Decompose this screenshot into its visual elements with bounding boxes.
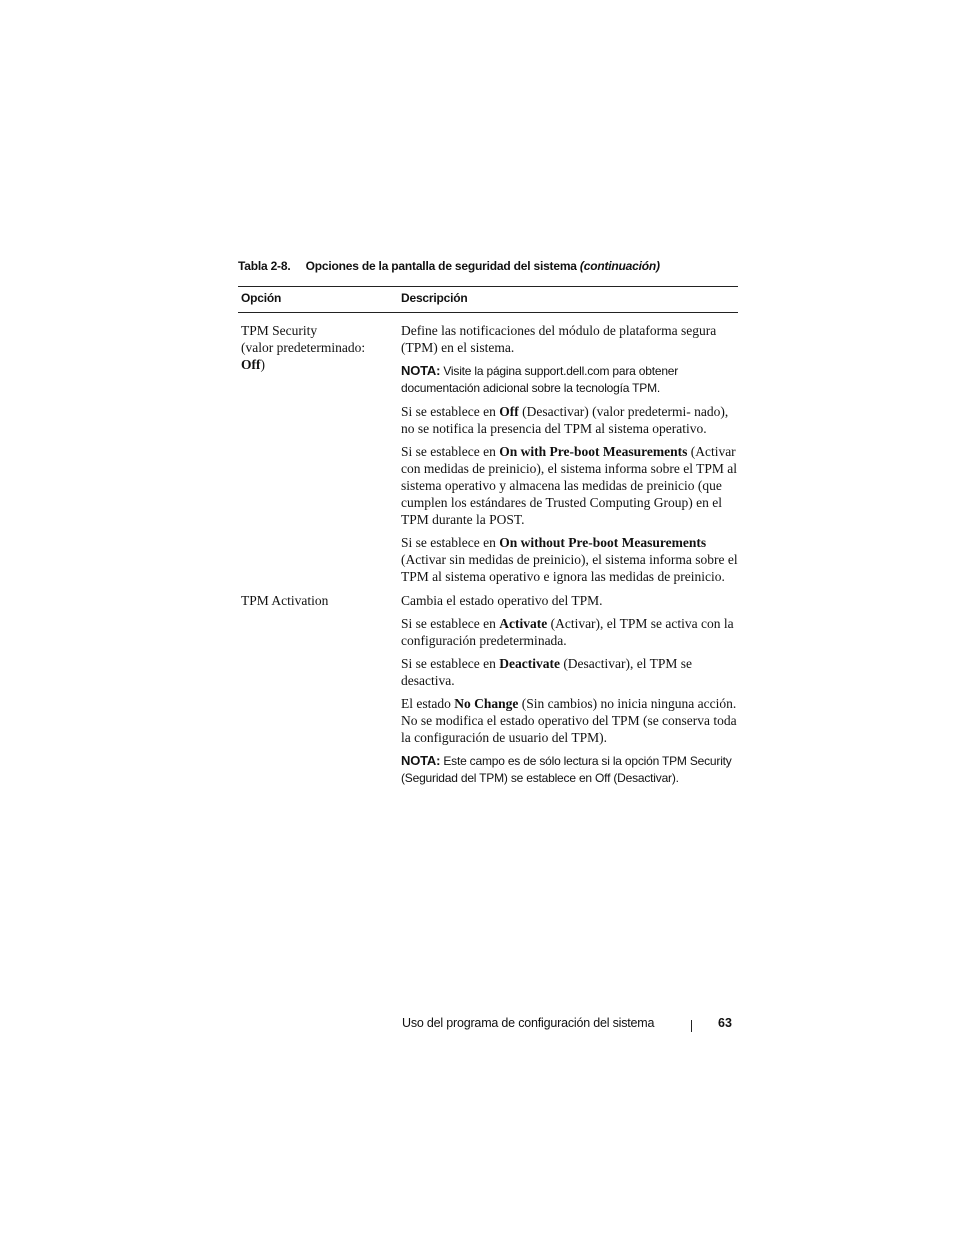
option-default-bold: Off [241, 357, 261, 372]
text: (Activar sin medidas de preinicio), el sistema informa sobre el TPM al sistema operativo e ignora las medidas de preinicio. [401, 552, 738, 584]
option-cell [238, 322, 398, 591]
page-number: 63 [718, 1016, 732, 1030]
description-paragraph [401, 695, 738, 746]
note-text: Visite la página [440, 364, 525, 378]
text: Si se establece en [401, 656, 500, 671]
text: El estado [401, 696, 455, 711]
text: (Activar), el TPM se activa con la configuración predeterminada. [401, 616, 734, 648]
text: Si se establece en [401, 535, 500, 550]
table-label: Tabla 2-8. [238, 259, 291, 273]
page-footer [400, 1016, 740, 1036]
option-default: (valor predeterminado: [241, 340, 366, 355]
description-paragraph [401, 534, 738, 585]
setting-name: On with Pre-boot Measurements [499, 444, 688, 459]
description-paragraph [401, 655, 738, 689]
setting-name: Activate [499, 616, 548, 631]
option-default-value [241, 356, 398, 373]
text: (Sin cambios) no inicia ninguna acción. No se modifica el estado operativo del TPM (se conserva toda la configuración de usuario del TPM). [401, 696, 737, 745]
text: Si se establece en [401, 404, 500, 419]
note-keyword: Off [595, 771, 611, 785]
note-text: (Desactivar). [610, 771, 679, 785]
note-text: (Seguridad del TPM) se establece en [401, 771, 596, 785]
note-tag: NOTA: [401, 753, 441, 768]
footer-text: Uso del programa de configuración del sistema [402, 1016, 655, 1030]
text: (Desactivar), el TPM se desactiva. [401, 656, 693, 688]
note-text: Este campo es de sólo lectura si la opción [440, 754, 662, 768]
text: (Activar con medidas de preinicio), el sistema informa sobre el TPM al sistema operativo y almacena las medidas de preinicio (que cumplen los estándares de Trusted Computing Group) en el TPM durante la POST. [401, 444, 738, 527]
setting-name: Deactivate [499, 656, 560, 671]
description-paragraph [401, 403, 738, 437]
note-keyword: TPM Security [661, 754, 732, 768]
note-tag: NOTA: [401, 363, 441, 378]
table-header [238, 286, 738, 313]
setting-name: On without Pre-boot Measurements [499, 535, 707, 550]
description-paragraph: Cambia el estado operativo del TPM. [401, 593, 603, 608]
table-caption [238, 259, 738, 273]
option-default-close: ) [260, 357, 265, 372]
description-paragraph [401, 443, 738, 528]
setting-name: No Change [454, 696, 519, 711]
header-description: Descripción [401, 291, 468, 305]
note-text: para obtener documentación adicional sobre la tecnología TPM. [401, 364, 679, 395]
description-cell [398, 592, 738, 793]
note [401, 752, 738, 787]
option-cell [238, 592, 398, 793]
setting-name: Off [499, 404, 519, 419]
note [401, 362, 738, 397]
text: Si se establece en [401, 444, 500, 459]
description-cell [398, 322, 738, 591]
text: Si se establece en [401, 616, 500, 631]
header-option: Opción [241, 291, 282, 305]
table-continuation: (continuación) [579, 259, 660, 273]
description-paragraph [401, 615, 738, 649]
option-name: TPM Activation [241, 593, 329, 608]
note-link: support.dell.com [524, 364, 610, 378]
options-table [238, 286, 738, 793]
text: (Desactivar) (valor predetermi- nado), no se notifica la presencia del TPM al sistema operativo. [401, 404, 729, 436]
description-paragraph: Define las notificaciones del módulo de plataforma segura (TPM) en el sistema. [401, 323, 717, 355]
table-row-tpm-activation [238, 591, 738, 793]
footer-separator [691, 1020, 692, 1032]
table-title: Opciones de la pantalla de seguridad del sistema [305, 259, 577, 273]
option-name: TPM Security [241, 323, 318, 338]
table-row-tpm-security [238, 313, 738, 591]
